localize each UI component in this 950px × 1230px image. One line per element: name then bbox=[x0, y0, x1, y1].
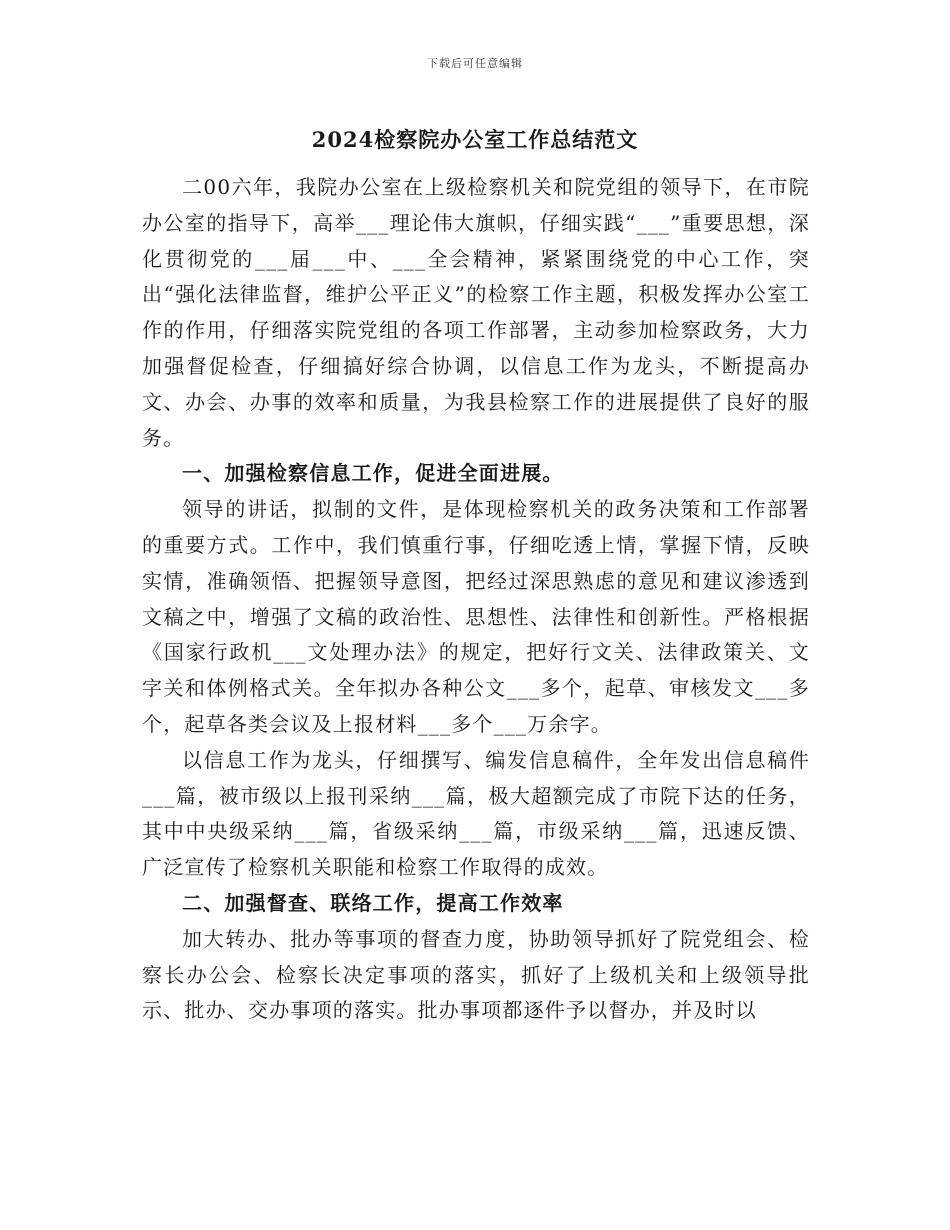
header-note: 下载后可任意编辑 bbox=[427, 57, 523, 70]
document-body bbox=[142, 170, 810, 1029]
section-heading-1: 一、加强检察信息工作，促进全面进展。 bbox=[182, 461, 564, 486]
section-heading-2: 二、加强督查、联络工作，提高工作效率 bbox=[182, 890, 564, 915]
section2-paragraph-1: 加大转办、批办等事项的督查力度，协助领导抓好了院党组会、检察长办公会、检察长决定事项的落实，抓好了上级机关和上级领导批示、批办、交办事项的落实。批办事项都逐件予以督办，并及时以 bbox=[142, 926, 810, 1023]
section1-paragraph-1: 领导的讲话，拟制的文件，是体现检察机关的政务决策和工作部署的重要方式。工作中，我们慎重行事，仔细吃透上情，掌握下情，反映实情，准确领悟、把握领导意图，把经过深思熟虑的意见和建议渗透到文稿之中，增强了文稿的政治性、思想性、法律性和创新性。严格根据《国家行政机___文处理办法》的规定，把好行文关、法律政策关、文字关和体例格式关。全年拟办各种公文___多个，起草、审核发文___多个，起草各类会议及上报材料___多个___万余字。 bbox=[142, 497, 810, 736]
section1-paragraph-2: 以信息工作为龙头，仔细撰写、编发信息稿件，全年发出信息稿件___篇，被市级以上报刊采纳___篇，极大超额完成了市院下达的任务，其中中央级采纳___篇，省级采纳___篇，市级采纳___篇，迅速反馈、广泛宣传了检察机关职能和检察工作取得的成效。 bbox=[142, 747, 810, 880]
document-title: 2024检察院办公室工作总结范文 bbox=[311, 127, 639, 152]
intro-paragraph: 二00六年，我院办公室在上级检察机关和院党组的领导下，在市院办公室的指导下，高举___理论伟大旗帜，仔细实践“___”重要思想，深化贯彻党的___届___中、___全会精神，紧紧围绕党的中心工作，突出“强化法律监督，维护公平正义”的检察工作主题，积极发挥办公室工作的作用，仔细落实院党组的各项工作部署，主动参加检察政务，大力加强督促检查，仔细搞好综合协调，以信息工作为龙头，不断提高办文、办会、办事的效率和质量，为我县检察工作的进展提供了良好的服务。 bbox=[142, 175, 810, 450]
